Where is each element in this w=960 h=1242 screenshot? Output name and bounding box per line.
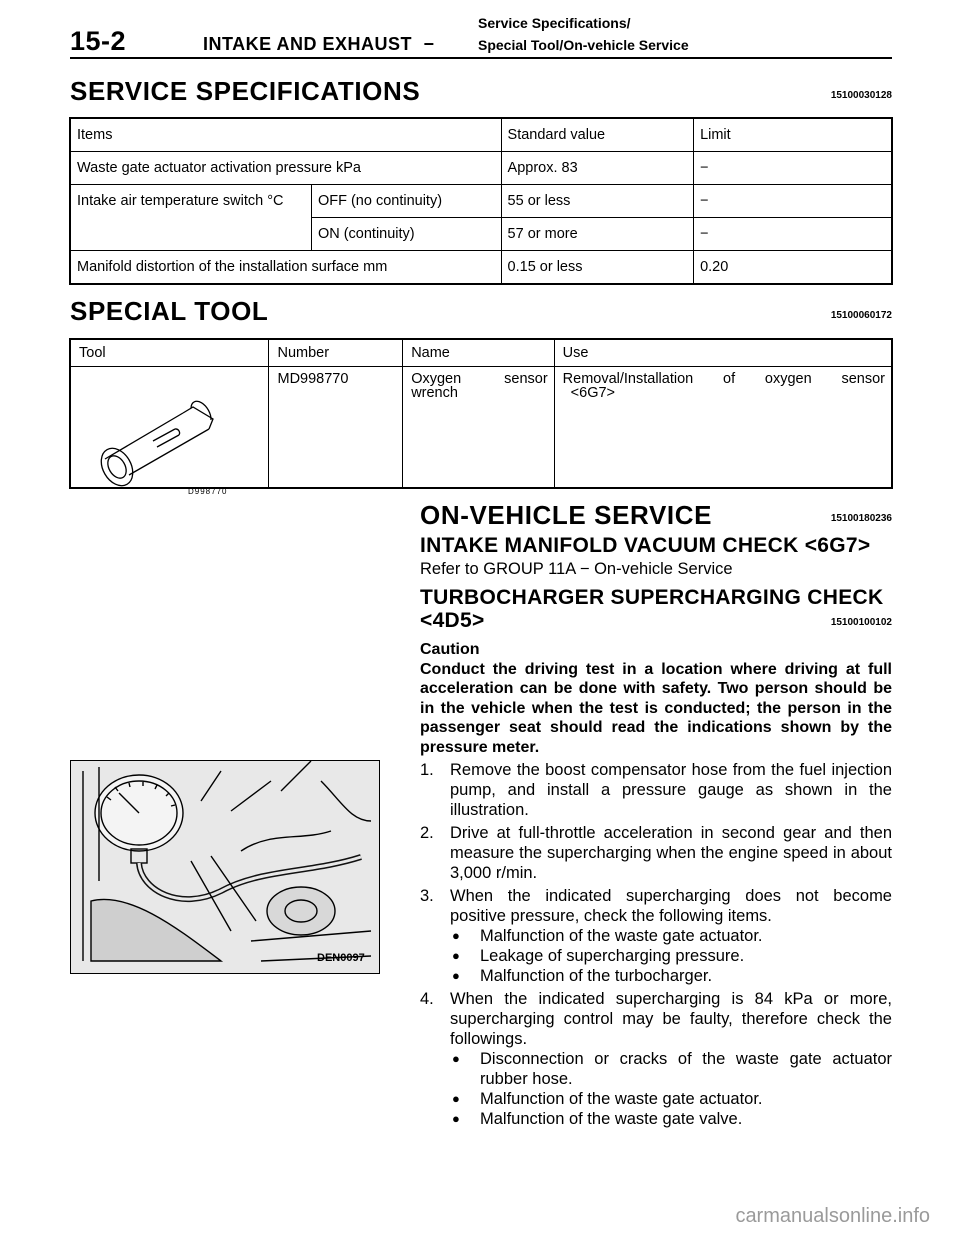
cell-name: [403, 367, 554, 489]
pressure-gauge-illustration: [71, 761, 379, 973]
group-title: [203, 34, 435, 55]
tool-use-line2: <6G7>: [570, 385, 615, 401]
cell-limit: −: [694, 218, 892, 251]
caution-block: [420, 640, 892, 757]
cell-number: MD998770: [269, 367, 403, 489]
step-number: 2.: [420, 824, 434, 842]
special-tool-title: SPECIAL TOOL: [70, 296, 269, 326]
list-item: [420, 989, 892, 1129]
table-row: [70, 185, 892, 218]
cell-standard: 57 or more: [501, 218, 694, 251]
bullet-text: Disconnection or cracks of the waste gate actuator rubber hose.: [480, 1050, 892, 1088]
bullet-text: Malfunction of the waste gate valve.: [480, 1110, 743, 1128]
special-tool-code: 15100060172: [830, 310, 892, 321]
list-item: [420, 886, 892, 986]
col-use: Use: [554, 339, 892, 367]
header-rule: [70, 57, 892, 59]
cell-limit: 0.20: [694, 251, 892, 285]
table-header-row: [70, 339, 892, 367]
on-vehicle-title: ON-VEHICLE SERVICE: [420, 500, 713, 530]
bullet-icon: ●: [452, 1091, 460, 1106]
col-standard: Standard value: [501, 118, 694, 152]
list-item: [450, 966, 892, 986]
list-item: [420, 760, 892, 820]
special-tool-table: [69, 338, 893, 496]
tool-image-label: D998770: [188, 487, 228, 496]
tool-name-line1: Oxygen sensor: [411, 371, 548, 387]
service-specs-table: [69, 117, 893, 285]
step-text: Remove the boost compensator hose from the fuel injection pump, and install a pressure gauge as shown in the illustration.: [450, 761, 892, 819]
col-tool: Tool: [70, 339, 269, 367]
step-number: 3.: [420, 887, 434, 905]
col-items: Items: [70, 118, 501, 152]
cell-tool-image: [70, 367, 269, 496]
cell-standard: 55 or less: [501, 185, 694, 218]
bullet-icon: ●: [452, 928, 460, 943]
step-number: 1.: [420, 761, 434, 779]
list-item: [450, 1089, 892, 1109]
pressure-gauge-figure: [70, 760, 380, 974]
table-row: [70, 152, 892, 185]
turbo-check-code: 15100100102: [830, 617, 892, 628]
figure-label: DEN0097: [317, 952, 365, 964]
cell-item: Waste gate actuator activation pressure kPa: [70, 152, 501, 185]
bullet-icon: ●: [452, 968, 460, 983]
header-subtitle-line2: Special Tool/On-vehicle Service: [478, 37, 689, 53]
tool-use-line1: Removal/Installation of oxygen sensor: [562, 371, 885, 387]
on-vehicle-code: 15100180236: [830, 513, 892, 524]
bullet-icon: ●: [452, 948, 460, 963]
list-item: [450, 1049, 892, 1089]
cell-subitem: ON (continuity): [311, 218, 501, 251]
col-name: Name: [403, 339, 554, 367]
vacuum-check-text: Refer to GROUP 11A − On-vehicle Service: [420, 560, 733, 578]
cell-use: [554, 367, 892, 489]
list-item: [450, 926, 892, 946]
table-header-row: [70, 118, 892, 152]
table-row: [70, 367, 892, 489]
oxygen-sensor-wrench-image: [71, 367, 267, 496]
turbo-check-heading-line2: <4D5>: [420, 609, 485, 632]
group-title-text: INTAKE AND EXHAUST: [203, 34, 413, 54]
service-specs-code: 15100030128: [830, 90, 892, 101]
table-row: [70, 251, 892, 285]
col-number: Number: [269, 339, 403, 367]
procedure-steps: [420, 760, 892, 1132]
cell-limit: −: [694, 152, 892, 185]
watermark: carmanualsonline.info: [735, 1205, 930, 1227]
list-item: [450, 1109, 892, 1129]
page-number: 15-2: [70, 26, 127, 56]
bullet-text: Malfunction of the turbocharger.: [480, 967, 713, 985]
table-row: [70, 218, 892, 251]
service-specs-title: SERVICE SPECIFICATIONS: [70, 76, 421, 106]
bullet-icon: ●: [452, 1051, 460, 1066]
group-title-dash: −: [423, 34, 435, 54]
cell-limit: −: [694, 185, 892, 218]
bullet-text: Malfunction of the waste gate actuator.: [480, 1090, 763, 1108]
cell-item: Intake air temperature switch °C: [70, 185, 311, 218]
col-limit: Limit: [694, 118, 892, 152]
vacuum-check-heading: INTAKE MANIFOLD VACUUM CHECK <6G7>: [420, 534, 871, 557]
header-subtitle-line1: Service Specifications/: [478, 15, 631, 31]
cell-subitem: OFF (no continuity): [311, 185, 501, 218]
caution-label: Caution: [420, 641, 480, 658]
step-text: When the indicated supercharging does not become positive pressure, check the following items.: [450, 887, 892, 925]
step-text: When the indicated supercharging is 84 kPa or more, supercharging control may be faulty, therefore check the followings.: [450, 990, 892, 1048]
bullet-text: Malfunction of the waste gate actuator.: [480, 927, 763, 945]
bullet-text: Leakage of supercharging pressure.: [480, 947, 745, 965]
step-number: 4.: [420, 990, 434, 1008]
turbo-check-heading: TURBOCHARGER SUPERCHARGING CHECK: [420, 586, 884, 609]
list-item: [450, 946, 892, 966]
step-text: Drive at full-throttle acceleration in second gear and then measure the supercharging when the engine speed in about 3,000 r/min.: [450, 824, 892, 882]
cell-standard: Approx. 83: [501, 152, 694, 185]
cell-standard: 0.15 or less: [501, 251, 694, 285]
cell-item: Manifold distortion of the installation surface mm: [70, 251, 501, 285]
cell-item-empty: [70, 218, 311, 251]
list-item: [420, 823, 892, 883]
tool-name-line2: wrench: [411, 385, 458, 401]
bullet-icon: ●: [452, 1111, 460, 1126]
caution-text: Conduct the driving test in a location where driving at full acceleration can be done with safety. Two person should be in the vehicle when the test is conducted; the person in the passenger seat should read the indications shown by the pressure meter.: [420, 660, 892, 756]
